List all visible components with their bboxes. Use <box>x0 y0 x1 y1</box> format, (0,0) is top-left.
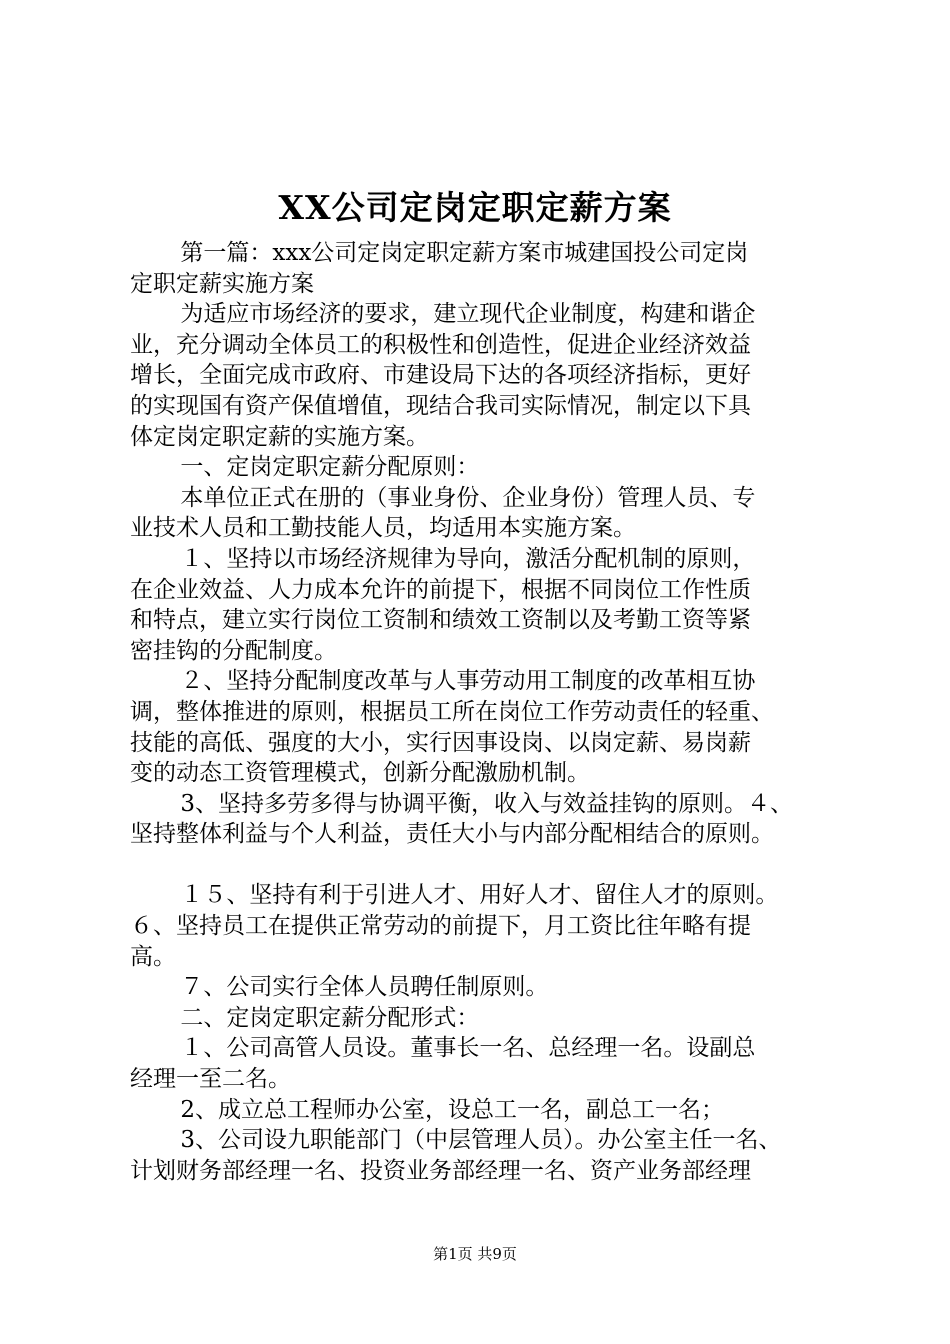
text-line: ６、坚持员工在提供正常劳动的前提下，月工资比往年略有提 <box>130 913 751 940</box>
document-title: XX公司定岗定职定薪方案 <box>278 188 672 227</box>
text-line: ２、坚持分配制度改革与人事劳动用工制度的改革相互协 <box>180 668 756 695</box>
text-line: 坚持整体利益与个人利益，责任大小与内部分配相结合的原则。 <box>130 821 774 848</box>
text-line: 的实现国有资产保值增值，现结合我司实际情况，制定以下具 <box>130 392 751 419</box>
text-line: ７、公司实行全体人员聘任制原则。 <box>180 974 549 1001</box>
text-line: 本单位正式在册的（事业身份、企业身份）管理人员、专 <box>180 484 756 511</box>
text-line: １、坚持以市场经济规律为导向，激活分配机制的原则， <box>180 545 756 572</box>
blank-line <box>130 850 840 881</box>
text-line: 业技术人员和工勤技能人员，均适用本实施方案。 <box>130 515 636 542</box>
text-line: 增长，全面完成市政府、市建设局下达的各项经济指标，更好 <box>130 362 751 389</box>
text-line: 密挂钩的分配制度。 <box>130 637 337 664</box>
text-line: 业，充分调动全体员工的积极性和创造性，促进企业经济效益 <box>130 331 751 358</box>
text-line: 2、成立总工程师办公室，设总工一名，副总工一名； <box>180 1096 725 1123</box>
document-body <box>130 238 840 1186</box>
text-line: 为适应市场经济的要求，建立现代企业制度，构建和谐企 <box>180 301 756 328</box>
text-line: 一、定岗定职定薪分配原则： <box>180 454 480 481</box>
text-line: １５、坚持有利于引进人才、用好人才、留住人才的原则。 <box>180 882 779 909</box>
text-line: １、公司高管人员设。董事长一名、总经理一名。设副总 <box>180 1035 756 1062</box>
text-line: 定职定薪实施方案 <box>130 270 314 297</box>
text-line: 3、公司设九职能部门（中层管理人员）。办公室主任一名、 <box>180 1127 782 1154</box>
text-line: 调，整体推进的原则，根据员工所在岗位工作劳动责任的轻重、 <box>130 698 774 725</box>
text-line: 3、坚持多劳多得与协调平衡，收入与效益挂钩的原则。４、 <box>180 790 794 817</box>
text-line: 体定岗定职定薪的实施方案。 <box>130 423 429 450</box>
text-line: 二、定岗定职定薪分配形式： <box>180 1004 480 1031</box>
text-line: 在企业效益、人力成本允许的前提下，根据不同岗位工作性质 <box>130 576 751 603</box>
text-line: 技能的高低、强度的大小，实行因事设岗、以岗定薪、易岗薪 <box>130 729 751 756</box>
text-line: 第一篇：xxx公司定岗定职定薪方案市城建国投公司定岗 <box>180 240 749 266</box>
text-line: 和特点，建立实行岗位工资制和绩效工资制以及考勤工资等紧 <box>130 607 751 634</box>
text-line: 计划财务部经理一名、投资业务部经理一名、资产业务部经理 <box>130 1157 751 1184</box>
text-line: 高。 <box>130 943 176 970</box>
page-footer: 第1页 共9页 <box>433 1245 517 1263</box>
text-line: 经理一至二名。 <box>130 1066 291 1093</box>
text-line: 变的动态工资管理模式，创新分配激励机制。 <box>130 760 590 787</box>
